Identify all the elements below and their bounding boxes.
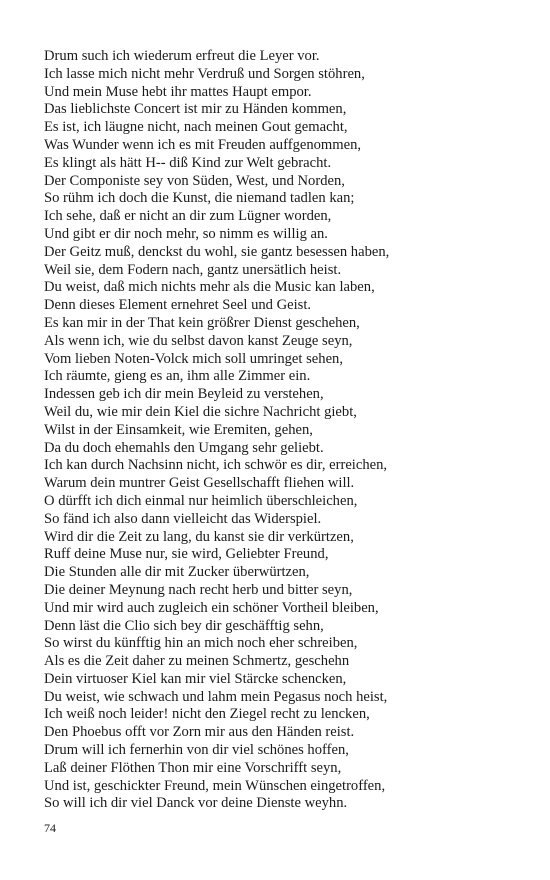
poem-line: Dein virtuoser Kiel kan mir viel Stärcke schencken, [44, 670, 347, 687]
poem-line: Denn dieses Element ernehret Seel und Geist. [44, 297, 312, 314]
poem-line: Und mir wird auch zugleich ein schöner Vortheil bleiben, [44, 599, 379, 616]
page-number: 74 [44, 821, 56, 835]
poem-line: Ich räumte, gieng es an, ihm alle Zimmer ein. [44, 368, 311, 385]
poem-line: Und mein Muse hebt ihr mattes Haupt empor. [44, 83, 312, 100]
poem-line: Als wenn ich, wie du selbst davon kanst Zeuge seyn, [44, 332, 353, 349]
poem-line: Warum dein muntrer Geist Gesellschafft fliehen will. [44, 475, 355, 492]
poem-line: Die deiner Meynung nach recht herb und bitter seyn, [44, 581, 353, 598]
poem-line: Was Wunder wenn ich es mit Freuden auffgenommen, [44, 136, 362, 153]
poem-line: Die Stunden alle dir mit Zucker überwürtzen, [44, 564, 310, 581]
poem-line: Vom lieben Noten-Volck mich soll umringet sehen, [44, 350, 343, 367]
poem-line: So rühm ich doch die Kunst, die niemand tadlen kan; [44, 190, 355, 207]
poem-line: Den Phoebus offt vor Zorn mir aus den Händen reist. [44, 724, 355, 741]
poem-line: Drum will ich fernerhin von dir viel schönes hoffen, [44, 742, 349, 759]
poem-line: Und ist, geschickter Freund, mein Wünschen eingetroffen, [44, 777, 386, 794]
poem-line: So fänd ich also dann vielleicht das Widerspiel. [44, 510, 322, 527]
poem-line: So wirst du künfftig hin an mich noch eher schreiben, [44, 635, 358, 652]
poem-text [44, 48, 514, 813]
poem-line: Wilst in der Einsamkeit, wie Eremiten, gehen, [44, 421, 313, 438]
poem-line: Es klingt als hätt H-- diß Kind zur Welt gebracht. [44, 154, 332, 171]
poem-line: Laß deiner Flöthen Thon mir eine Vorschrifft seyn, [44, 759, 342, 776]
poem-line: Der Geitz muß, denckst du wohl, sie gantz besessen haben, [44, 243, 390, 260]
poem-line: Du weist, wie schwach und lahm mein Pegasus noch heist, [44, 688, 388, 705]
poem-line: Weil sie, dem Fodern nach, gantz unersätlich heist. [44, 261, 342, 278]
poem-line: Ich weiß noch leider! nicht den Ziegel recht zu lencken, [44, 706, 370, 723]
poem-line: Es kan mir in der That kein größrer Dienst geschehen, [44, 314, 360, 331]
poem-line: Und gibt er dir noch mehr, so nimm es willig an. [44, 225, 328, 242]
poem-line: Es ist, ich läugne nicht, nach meinen Gout gemacht, [44, 119, 348, 136]
poem-line: So will ich dir viel Danck vor deine Dienste weyhn. [44, 795, 348, 812]
poem-line: Denn läst die Clio sich bey dir geschäfftig sehn, [44, 617, 324, 634]
poem-line: Wird dir die Zeit zu lang, du kanst sie dir verkürtzen, [44, 528, 354, 545]
poem-line: Du weist, daß mich nichts mehr als die Music kan laben, [44, 279, 375, 296]
poem-line: Indessen geb ich dir mein Beyleid zu verstehen, [44, 386, 324, 403]
poem-line: Ich sehe, daß er nicht an dir zum Lügner worden, [44, 208, 332, 225]
poem-line: O dürfft ich dich einmal nur heimlich überschleichen, [44, 492, 358, 509]
poem-line: Ich lasse mich nicht mehr Verdruß und Sorgen stöhren, [44, 65, 365, 82]
poem-line: Als es die Zeit daher zu meinen Schmertz, geschehn [44, 653, 350, 670]
poem-line: Der Componiste sey von Süden, West, und Norden, [44, 172, 345, 189]
poem-line: Ich kan durch Nachsinn nicht, ich schwör es dir, erreichen, [44, 457, 388, 474]
poem-line: Weil du, wie mir dein Kiel die sichre Nachricht giebt, [44, 403, 357, 420]
poem-line: Ruff deine Muse nur, sie wird, Geliebter Freund, [44, 546, 329, 563]
poem-line: Da du doch ehemahls den Umgang sehr geliebt. [44, 439, 324, 456]
poem-line: Drum such ich wiederum erfreut die Leyer vor. [44, 48, 320, 64]
poem-line: Das lieblichste Concert ist mir zu Händen kommen, [44, 101, 347, 118]
